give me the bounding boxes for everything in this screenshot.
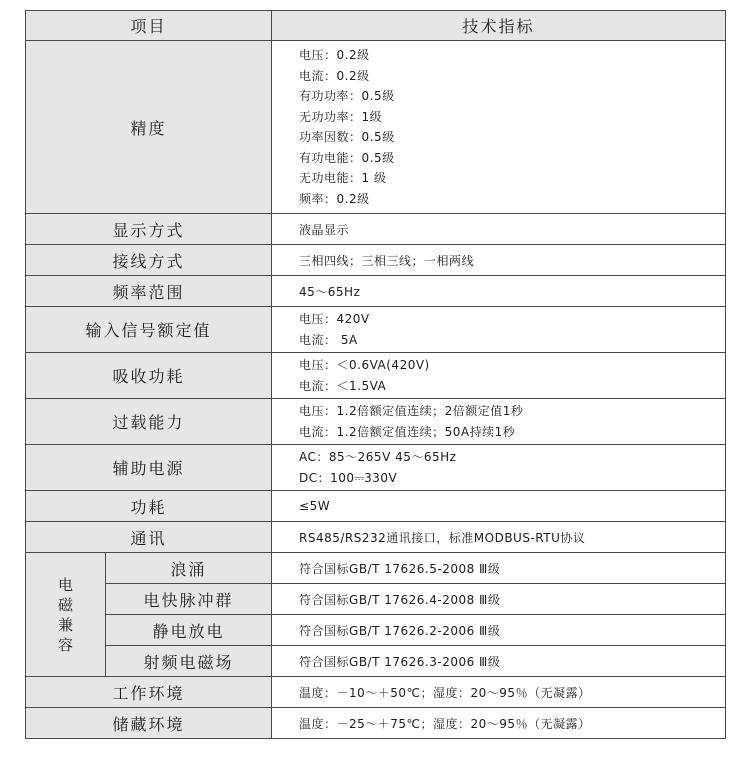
row-value bbox=[272, 41, 726, 214]
row-value: ≤5W bbox=[272, 491, 726, 522]
value-line: 电压：0.2级 bbox=[299, 48, 370, 62]
group-char: 电 bbox=[57, 575, 73, 594]
row-overload bbox=[26, 399, 726, 445]
value-text: DC：100 bbox=[299, 470, 355, 485]
row-name: 频率范围 bbox=[26, 276, 272, 307]
row-name: 储藏环境 bbox=[26, 708, 272, 739]
value-line: 电压：420V bbox=[299, 312, 370, 326]
emc-group-label bbox=[26, 553, 106, 677]
value-line: 频率：0.2级 bbox=[299, 191, 370, 206]
row-emc-rf bbox=[26, 646, 726, 677]
row-value bbox=[272, 353, 726, 399]
row-power bbox=[26, 491, 726, 522]
row-name: 射频电磁场 bbox=[106, 646, 272, 677]
value-line: 电流：0.2级 bbox=[299, 68, 370, 83]
row-name: 浪涌 bbox=[106, 553, 272, 584]
row-value: RS485/RS232通讯接口，标准MODBUS-RTU协议 bbox=[272, 522, 726, 553]
row-storage-env bbox=[26, 708, 726, 739]
row-value: 符合国标GB/T 17626.3-2006 Ⅲ级 bbox=[272, 646, 726, 677]
row-aux-power bbox=[26, 445, 726, 491]
value-line: 电流： 5A bbox=[299, 332, 358, 347]
row-burden bbox=[26, 353, 726, 399]
row-value: 符合国标GB/T 17626.5-2008 Ⅲ级 bbox=[272, 553, 726, 584]
value-line: 无功功率：1级 bbox=[299, 109, 383, 124]
row-value: 符合国标GB/T 17626.4-2008 Ⅲ级 bbox=[272, 584, 726, 615]
row-comm bbox=[26, 522, 726, 553]
group-char: 兼 bbox=[57, 615, 73, 634]
row-name: 接线方式 bbox=[26, 245, 272, 276]
row-name: 静电放电 bbox=[106, 615, 272, 646]
row-emc-esd bbox=[26, 615, 726, 646]
dc-symbol-icon: ⎓ bbox=[354, 470, 365, 485]
value-line: 有功功率：0.5级 bbox=[299, 89, 395, 103]
row-work-env bbox=[26, 677, 726, 708]
row-value: 温度：－10～＋50℃；湿度：20～95％（无凝露） bbox=[272, 677, 726, 708]
value-line: 电流：＜1.5VA bbox=[299, 378, 387, 393]
row-name: 吸收功耗 bbox=[26, 353, 272, 399]
row-value bbox=[272, 399, 726, 445]
row-value: 液晶显示 bbox=[272, 214, 726, 245]
row-name: 电快脉冲群 bbox=[106, 584, 272, 615]
row-name: 通讯 bbox=[26, 522, 272, 553]
row-value: 温度：－25～＋75℃；湿度：20～95％（无凝露） bbox=[272, 708, 726, 739]
row-emc-surge bbox=[26, 553, 726, 584]
value-line: 有功电能：0.5级 bbox=[299, 150, 395, 165]
value-line: 无功电能：1 级 bbox=[299, 171, 387, 185]
group-char: 容 bbox=[57, 635, 73, 654]
header-item: 项目 bbox=[26, 11, 272, 41]
value-line bbox=[299, 468, 725, 489]
value-line: AC：85～265V 45～65Hz bbox=[299, 450, 457, 464]
value-line: 电压：1.2倍额定值连续；2倍额定值1秒 bbox=[299, 404, 524, 418]
row-name: 辅助电源 bbox=[26, 445, 272, 491]
row-value bbox=[272, 445, 726, 491]
row-name: 功耗 bbox=[26, 491, 272, 522]
row-display bbox=[26, 214, 726, 245]
group-char: 磁 bbox=[57, 595, 73, 614]
row-rated-input bbox=[26, 307, 726, 353]
spec-table bbox=[25, 10, 726, 739]
row-name: 精度 bbox=[26, 41, 272, 214]
row-emc-eft bbox=[26, 584, 726, 615]
value-line: 电流：1.2倍额定值连续；50A持续1秒 bbox=[299, 424, 516, 439]
value-line: 电压：＜0.6VA(420V) bbox=[299, 358, 430, 372]
row-name: 过载能力 bbox=[26, 399, 272, 445]
row-value: 三相四线；三相三线；一相两线 bbox=[272, 245, 726, 276]
row-freq-range bbox=[26, 276, 726, 307]
header-spec: 技术指标 bbox=[272, 11, 726, 41]
table-header-row bbox=[26, 11, 726, 41]
row-value bbox=[272, 307, 726, 353]
row-accuracy bbox=[26, 41, 726, 214]
row-value: 45～65Hz bbox=[272, 276, 726, 307]
row-name: 显示方式 bbox=[26, 214, 272, 245]
value-text: 330V bbox=[364, 470, 398, 485]
row-wiring bbox=[26, 245, 726, 276]
value-line: 功率因数：0.5级 bbox=[299, 130, 395, 144]
row-value: 符合国标GB/T 17626.2-2006 Ⅲ级 bbox=[272, 615, 726, 646]
row-name: 输入信号额定值 bbox=[26, 307, 272, 353]
row-name: 工作环境 bbox=[26, 677, 272, 708]
